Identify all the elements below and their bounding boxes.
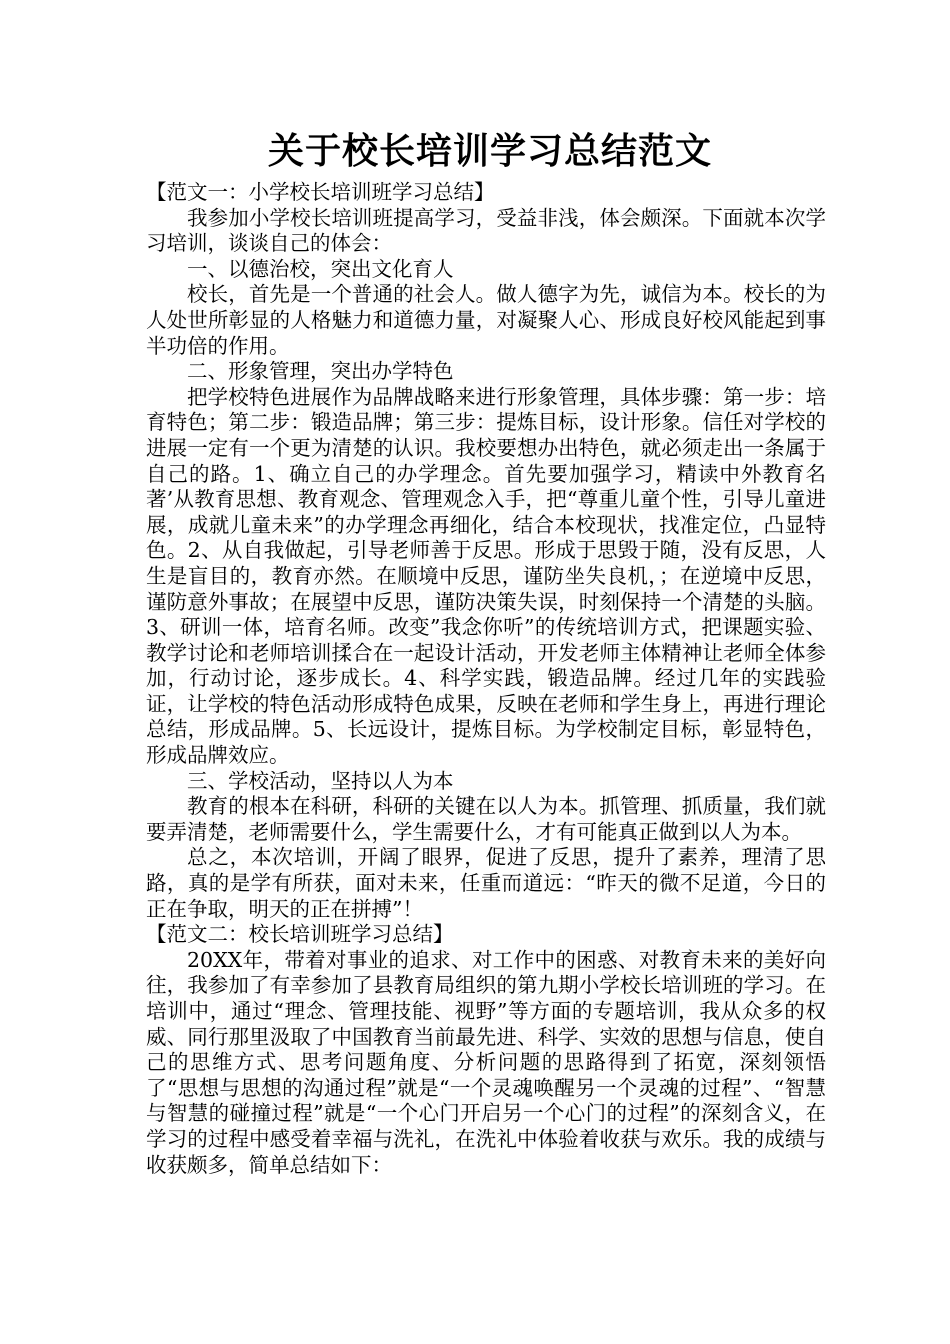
paragraph: 校长，首先是一个普通的社会人。做人德字为先，诚信为本。校长的为人处世所彰显的人格魅力和道德力量，对凝聚人心、形成良好校风能起到事半功倍的作用。: [146, 282, 826, 358]
subheading: 二、形象管理，突出办学特色: [187, 359, 454, 384]
document-page: [146, 128, 826, 1178]
section-heading-2: 【范文二：校长培训班学习总结】: [146, 922, 454, 947]
section-heading-1: 【范文一：小学校长培训班学习总结】: [146, 180, 495, 204]
paragraph: 把学校特色进展作为品牌战略来进行形象管理，具体步骤：第一步：培育特色；第二步：锻造品牌；第三步：提炼目标，设计形象。信任对学校的进展一定有一个更为清楚的认识。我校要想办出特色，就必须走出一条属于自己的路。1、确立自己的办学理念。首先要加强学习，精读中外教育名著’从教育思想、教育观念、管理观念入手，把“尊重儿童个性，引导儿童进展，成就儿童未来”的办学理念再细化，结合本校现状，找准定位，凸显特色。2、从自我做起，引导老师善于反思。形成于思毁于随，没有反思，人生是盲目的，教育亦然。在顺境中反思，谨防坐失良机，；在逆境中反思，谨防意外事故；在展望中反思，谨防决策失误，时刻保持一个清楚的头脑。3、研训一体，培育名师。改变”我念你听”的传统培训方式，把课题实验、教学讨论和老师培训揉合在一起设计活动，开发老师主体精神让老师全体参加，行动讨论，逐步成长。4、科学实践，锻造品牌。经过几年的实践验证，让学校的特色活动形成特色成果，反映在老师和学生身上，再进行理论总结，形成品牌。5、长远设计，提炼目标。为学校制定目标，彰显特色，形成品牌效应。: [146, 384, 826, 768]
paragraph: 总之，本次培训，开阔了眼界，促进了反思，提升了素养，理清了思路，真的是学有所获，面对未来，任重而道远：“昨天的微不足道，今日的正在争取，明天的正在拼搏”！: [146, 845, 826, 921]
paragraph: 20XX年，带着对事业的追求、对工作中的困惑、对教育未来的美好向往，我参加了有幸参加了县教育局组织的第九期小学校长培训班的学习。在培训中，通过“理念、管理技能、视野”等方面的专题培训，我从众多的权威、同行那里汲取了中国教育当前最先进、科学、实效的思想与信息，使自己的思维方式、思考问题角度、分析问题的思路得到了拓宽，深刻领悟了“思想与思想的沟通过程”就是“一个灵魂唤醒另一个灵魂的过程”、“智慧与智慧的碰撞过程”就是“一个心门开启另一个心门的过程”的深刻含义，在学习的过程中感受着幸福与洗礼，在洗礼中体验着收获与欢乐。我的成绩与收获颇多，简单总结如下：: [146, 947, 826, 1177]
subheading: 三、学校活动，坚持以人为本: [187, 768, 454, 793]
subheading: 一、以德治校，突出文化育人: [187, 256, 454, 281]
paragraph: 我参加小学校长培训班提高学习，受益非浅，体会颇深。下面就本次学习培训，谈谈自己的体会：: [146, 205, 826, 256]
document-body: [146, 180, 826, 1178]
paragraph: 教育的根本在科研，科研的关键在以人为本。抓管理、抓质量，我们就要弄清楚，老师需要什么，学生需要什么，才有可能真正做到以人为本。: [146, 794, 826, 844]
document-title: 关于校长培训学习总结范文: [267, 131, 712, 172]
